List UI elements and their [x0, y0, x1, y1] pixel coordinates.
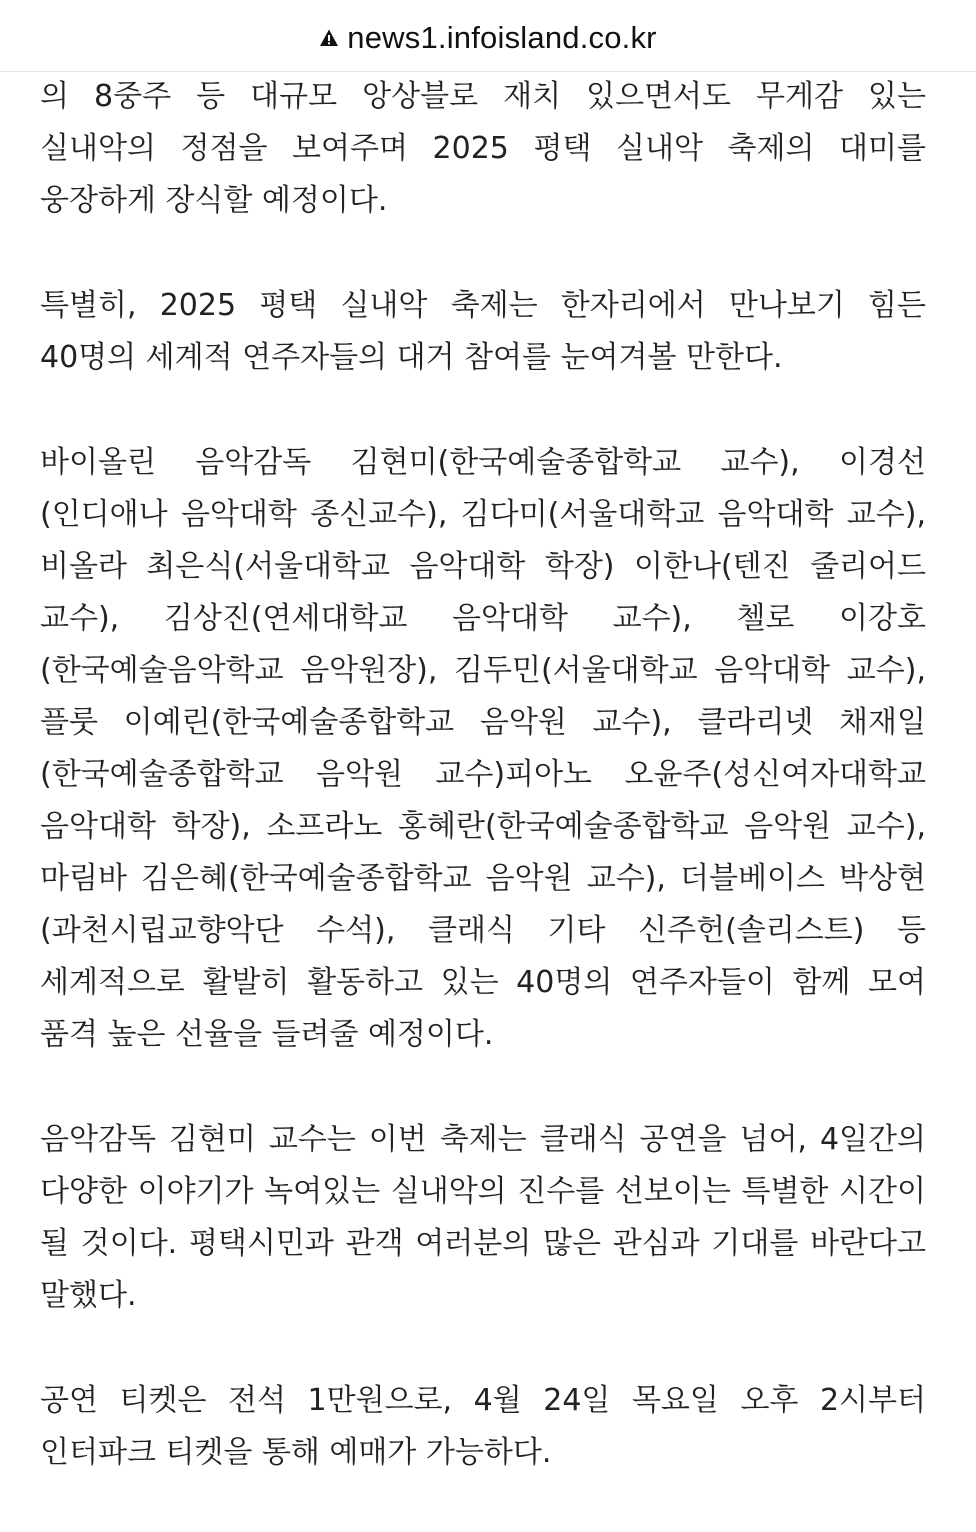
article-paragraph-2: 특별히, 2025 평택 실내악 축제는 한자리에서 만나보기 힘든 40명의 세계적 연주자들의 대거 참여를 눈여겨볼 만한다. [40, 288, 926, 375]
article-paragraph-3: 바이올린 음악감독 김현미(한국예술종합학교 교수), 이경선(인디애나 음악대학 종신교수), 김다미(서울대학교 음악대학 교수), 비올라 최은식(서울대학교 음악대학 학장) 이한나(텐진 줄리어드 교수), 김상진(연세대학교 음악대학 교수), 첼로 이강호(한국예술음악학교 음악원장), 김두민(서울대학교 음악대학 교수), 플룻 이예린(한국예술종합학교 음악원 교수), 클라리넷 채재일(한국예술종합학교 음악원 교수)피아노 오윤주(성신여자대학교 음악대학 학장), 소프라노 홍혜란(한국예술종합학교 음악원 교수), 마림바 김은혜(한국예술종합학교 음악원 교수), 더블베이스 박상현(과천시립교향악단 수석), 클래식 기타 신주헌(솔리스트) 등 세계적으로 활발히 활동하고 있는 40명의 연주자들이 함께 모여 품격 높은 선율을 들려줄 예정이다. [40, 445, 926, 1052]
article-paragraph-4: 음악감독 김현미 교수는 이번 축제는 클래식 공연을 넘어, 4일간의 다양한 이야기가 녹여있는 실내악의 진수를 선보이는 특별한 시간이 될 것이다. 평택시민과 관객 여러분의 많은 관심과 기대를 바란다고 말했다. [40, 1122, 926, 1313]
article-paragraph-1: 의 8중주 등 대규모 앙상블로 재치 있으면서도 무게감 있는 실내악의 정점을 보여주며 2025 평택 실내악 축제의 대미를 웅장하게 장식할 예정이다. [40, 79, 926, 218]
url-text: news1.infoisland.co.kr [347, 19, 657, 55]
article-body [40, 71, 926, 1532]
url-display[interactable] [319, 20, 656, 56]
article-paragraph-5: 공연 티켓은 전석 1만원으로, 4월 24일 목요일 오후 2시부터 인터파크 티켓을 통해 예매가 가능하다. [40, 1383, 926, 1470]
browser-url-bar[interactable] [0, 0, 976, 72]
warning-triangle-icon [319, 28, 339, 48]
